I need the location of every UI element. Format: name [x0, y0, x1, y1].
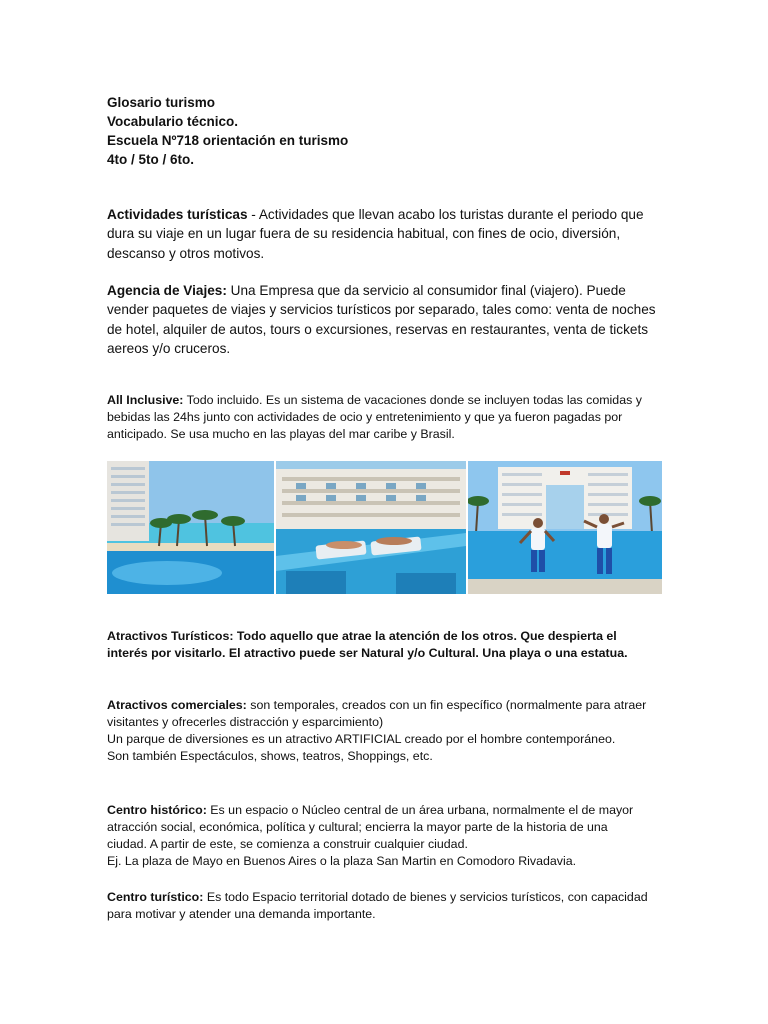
entry-centro-historico	[107, 802, 637, 870]
entry-term: Agencia de Viajes:	[107, 283, 227, 298]
entry-term: Centro turístico:	[107, 890, 204, 904]
entry-definition: Es todo Espacio territorial dotado de bienes y servicios turísticos, con capacidad para motivar y atender una demanda importante.	[107, 890, 648, 921]
entry-term: Atractivos comerciales:	[107, 698, 247, 712]
entry-term: Centro histórico:	[107, 803, 207, 817]
entry-agencia-de-viajes	[107, 281, 667, 358]
entry-term: Actividades turísticas	[107, 207, 248, 222]
entry-atractivos-comerciales	[107, 697, 652, 765]
entry-definition: - Actividades que llevan acabo los turistas durante el periodo que dura su viaje en un lugar fuera de su residencia habitual, con fines de ocio, diversión, descanso y otros motivos.	[107, 207, 644, 261]
entry-atractivos-turisticos	[107, 628, 652, 662]
entry-definition: son temporales, creados con un fin específico (normalmente para atraer visitantes y ofrecerles distracción y esparcimiento)	[107, 698, 647, 729]
resort-beach-photo	[107, 461, 274, 594]
entry-term: All Inclusive:	[107, 393, 184, 407]
header-grades: 4to / 5to / 6to.	[107, 152, 195, 167]
header-school: Escuela Nº718 orientación en turismo	[107, 133, 349, 148]
document-header	[107, 93, 348, 169]
resort-aerobics-photo	[468, 461, 662, 594]
entry-example: Son también Espectáculos, shows, teatros, Shoppings, etc.	[107, 749, 433, 763]
resort-pool-loungers-photo	[276, 461, 466, 594]
entry-definition: Es un espacio o Núcleo central de un área urbana, normalmente el de mayor atracción social, económica, política y cultural; encierra la mayor parte de la historia de una ciudad. A partir de este, se comienza a construir cualquier ciudad.	[107, 803, 634, 851]
entry-centro-turistico	[107, 889, 667, 923]
entry-definition: Atractivos Turísticos: Todo aquello que atrae la atención de los otros. Que despierta el interés por visitarlo. El atractivo puede ser Natural y/o Cultural. Una playa o una estatua.	[107, 629, 628, 660]
entry-example: Ej. La plaza de Mayo en Buenos Aires o la plaza San Martin en Comodoro Rivadavia.	[107, 854, 577, 868]
header-subtitle: Vocabulario técnico.	[107, 114, 239, 129]
resort-photo-gallery	[107, 461, 662, 594]
entry-all-inclusive	[107, 392, 652, 443]
entry-definition: Una Empresa que da servicio al consumidor final (viajero). Puede vender paquetes de viajes y servicios turísticos por separado, tales como: venta de noches de hotel, alquiler de autos, tours o excursiones, reservas en restaurantes, venta de tickets aereos y/o cruceros.	[107, 283, 656, 356]
header-title: Glosario turismo	[107, 95, 216, 110]
entry-example: Un parque de diversiones es un atractivo ARTIFICIAL creado por el hombre contemporáneo.	[107, 732, 616, 746]
entry-actividades-turisticas	[107, 205, 667, 263]
entry-definition: Todo incluido. Es un sistema de vacaciones donde se incluyen todas las comidas y bebidas las 24hs junto con actividades de ocio y entretenimiento y que ya fueron pagadas por anticipado. Se usa mucho en las playas del mar caribe y Brasil.	[107, 393, 642, 441]
